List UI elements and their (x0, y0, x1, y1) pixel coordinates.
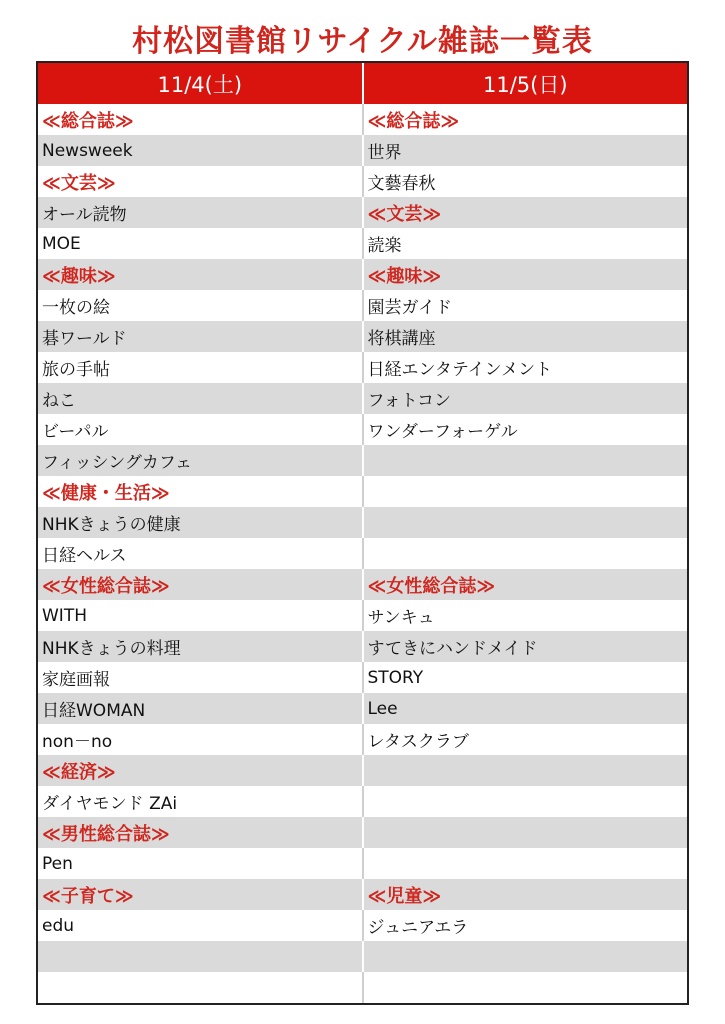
magazine-title: STORY (362, 662, 688, 693)
category-heading: ≪文芸≫ (42, 172, 116, 194)
table-row (38, 383, 687, 414)
table-row (38, 104, 687, 135)
category-heading: ≪文芸≫ (362, 197, 688, 228)
table-row (38, 693, 687, 724)
table-row (38, 135, 687, 166)
table-row (38, 972, 687, 1003)
table-row (38, 600, 687, 631)
magazine-title: フィッシングカフェ (42, 453, 193, 473)
table-row (38, 941, 687, 972)
magazine-title: ビーパル (42, 422, 109, 442)
magazine-title (362, 445, 688, 476)
table-row (38, 786, 687, 817)
category-heading: ≪総合誌≫ (362, 104, 688, 135)
category-heading: ≪趣味≫ (362, 259, 688, 290)
category-heading: ≪趣味≫ (42, 265, 116, 287)
magazine-title (362, 848, 688, 879)
magazine-title (362, 507, 688, 538)
table-row (38, 445, 687, 476)
magazine-title (362, 755, 688, 786)
magazine-title (362, 538, 688, 569)
category-heading: ≪子育て≫ (42, 885, 134, 907)
column-header-nov5: 11/5(日) (362, 63, 688, 104)
magazine-title: 一枚の絵 (42, 298, 110, 318)
magazine-title (38, 972, 362, 1003)
magazine-title: 日経ヘルス (42, 546, 127, 566)
table-row (38, 352, 687, 383)
column-header-nov4: 11/4(土) (157, 72, 243, 97)
table-row (38, 414, 687, 445)
category-heading: ≪総合誌≫ (42, 110, 134, 132)
table-row (38, 259, 687, 290)
table-row (38, 662, 687, 693)
magazine-title: 家庭画報 (42, 670, 110, 690)
magazine-title: Newsweek (42, 140, 133, 161)
magazine-title: 園芸ガイド (362, 290, 688, 321)
magazine-title: ジュニアエラ (362, 910, 688, 941)
table-row (38, 476, 687, 507)
magazine-title (362, 817, 688, 848)
table-row (38, 848, 687, 879)
magazine-title (362, 476, 688, 507)
magazine-title (362, 941, 688, 972)
table-body (38, 104, 687, 1003)
table-header (38, 63, 687, 104)
category-heading: ≪経済≫ (42, 761, 116, 783)
category-heading: ≪児童≫ (362, 879, 688, 910)
magazine-title: Pen (42, 853, 73, 874)
table-row (38, 166, 687, 197)
magazine-title: レタスクラブ (362, 724, 688, 755)
magazine-title (38, 941, 362, 972)
magazine-title: 日経エンタテインメント (362, 352, 688, 383)
table-row (38, 321, 687, 352)
category-heading: ≪男性総合誌≫ (42, 823, 170, 845)
category-heading: ≪女性総合誌≫ (362, 569, 688, 600)
table-row (38, 755, 687, 786)
page-title: 村松図書館リサイクル雑誌一覧表 (132, 24, 593, 59)
magazine-title: 旅の手帖 (42, 360, 110, 380)
magazine-title: NHKきょうの健康 (42, 515, 181, 535)
table-row (38, 724, 687, 755)
magazine-title: WITH (42, 605, 87, 626)
magazine-title: ねこ (42, 391, 76, 411)
magazine-title: オール読物 (42, 205, 127, 225)
table-row (38, 631, 687, 662)
table-row (38, 538, 687, 569)
category-heading: ≪健康・生活≫ (42, 482, 170, 504)
magazine-title: 文藝春秋 (362, 166, 688, 197)
magazine-title: 将棋講座 (362, 321, 688, 352)
magazine-title: すてきにハンドメイド (362, 631, 688, 662)
table-row (38, 197, 687, 228)
magazine-title: 日経WOMAN (42, 701, 146, 721)
table-row (38, 569, 687, 600)
magazine-title: non－no (42, 732, 113, 752)
magazine-table (36, 61, 689, 1005)
magazine-title (362, 786, 688, 817)
magazine-title: ワンダーフォーゲル (362, 414, 688, 445)
magazine-title: フォトコン (362, 383, 688, 414)
magazine-title: NHKきょうの料理 (42, 639, 181, 659)
table-row (38, 507, 687, 538)
magazine-title: 読楽 (362, 228, 688, 259)
magazine-title: ダイヤモンド ZAi (42, 794, 178, 814)
magazine-title: MOE (42, 233, 81, 254)
table-row (38, 879, 687, 910)
table-row (38, 910, 687, 941)
table-row (38, 817, 687, 848)
magazine-title: Lee (362, 693, 688, 724)
magazine-title: 碁ワールド (42, 329, 127, 349)
table-row (38, 290, 687, 321)
magazine-title: 世界 (362, 135, 688, 166)
magazine-title (362, 972, 688, 1003)
magazine-title: サンキュ (362, 600, 688, 631)
magazine-title: edu (42, 915, 75, 936)
category-heading: ≪女性総合誌≫ (42, 575, 170, 597)
table-row (38, 228, 687, 259)
